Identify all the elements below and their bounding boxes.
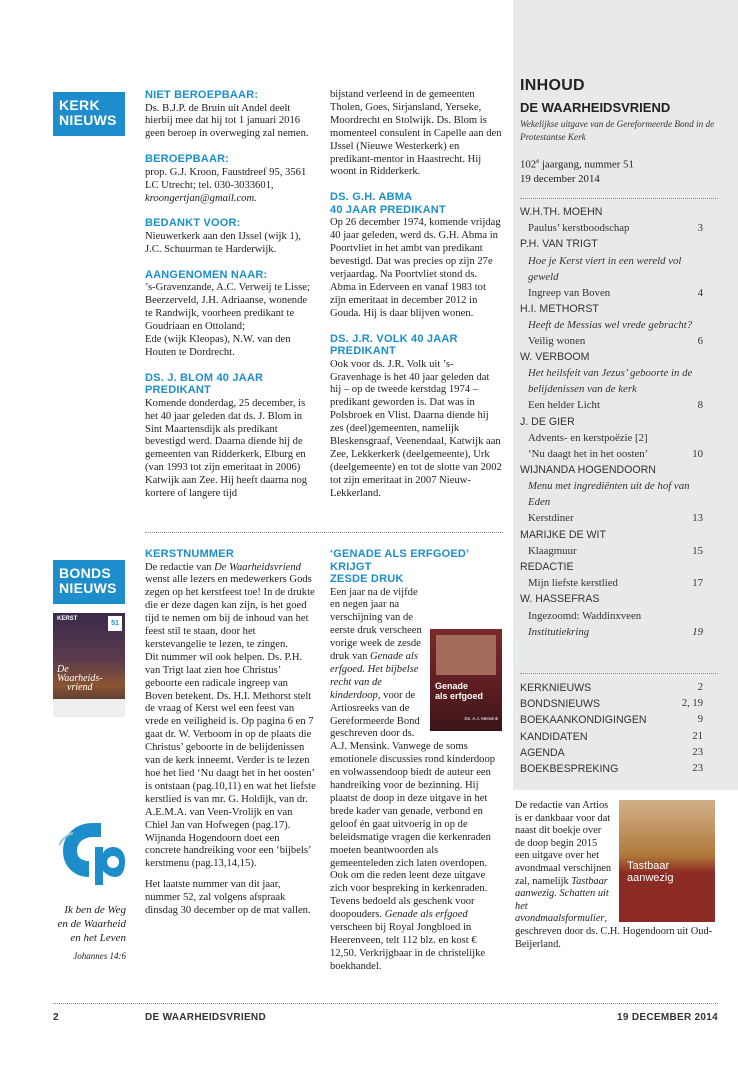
inhoud-divider-2 (520, 673, 718, 674)
text-kerstnummer-1a: De redactie van (145, 561, 215, 573)
bonds-nieuws-text: BONDS NIEUWS (59, 565, 117, 596)
toc-text: W. HASSEFRAS (520, 593, 600, 606)
text-aangenomen-2: Beerzerveld, J.H. Adriaanse, wonende te Randwijk, voorheen predikant te Goudriaan en Ottoland; (145, 295, 308, 332)
inhoud-title: INHOUD (520, 77, 585, 94)
toc-author (520, 204, 703, 220)
toc-author (520, 462, 703, 478)
toc-item (520, 543, 703, 559)
toc-item (520, 624, 703, 640)
toc-author (520, 236, 703, 252)
text-aangenomen-3: Ede (wijk Kleopas), N.W. van den Houten te Dordrecht. (145, 333, 291, 358)
section-index-page: 2 (697, 682, 703, 693)
book-cover-tastbaar (619, 800, 715, 922)
section-index-page: 23 (692, 763, 703, 775)
motto-line-3: en het Leven (70, 932, 126, 944)
toc-item (520, 608, 703, 624)
toc-text: J. DE GIER (520, 415, 575, 428)
book-cover-genade (430, 629, 502, 731)
cover-title-1: De (57, 664, 69, 675)
kerknieuws-column-2 (330, 89, 502, 501)
section-index-item (520, 712, 703, 728)
toc-item (520, 317, 703, 333)
heading-ds-blom: DS. J. BLOM 40 JAAR PREDIKANT (145, 371, 264, 397)
footer-date: 19 DECEMBER 2014 (617, 1012, 718, 1023)
toc-item (520, 478, 703, 510)
toc-item (520, 333, 703, 349)
motto-line-1: Ik ben de Weg (64, 904, 126, 916)
inhoud-description: Wekelijkse uitgave van de Gereformeerde Bond in de Protestantse Kerk (520, 119, 715, 142)
cover-title (57, 665, 123, 692)
text-genade-1-italic: Genade als erfgoed. Het bijbelse recht van de kinderdoop (330, 651, 419, 701)
book-cover-genade-author: Ds. A.J. Mensink (464, 715, 498, 721)
toc-item (520, 253, 703, 285)
section-index-item (520, 761, 703, 777)
cover-bottom-strip (53, 699, 125, 717)
toc-text: Een helder Licht (528, 399, 600, 412)
table-of-contents (520, 204, 703, 640)
text-genade-1b: , voor de Artiosreeks van de Gereformeerde Bond geschreven door ds. A.J. Mensink. Vanwege de soms emotionele discussies rond kinderdoop en volwassendoop biedt de auteur een handreiking voor de bezinning. Hij plaatst de doop in deze uitgave in het brede kader van genade, verbond en geloof én gaat uitvoerig in op de beleidsmatige vragen die kerkenraden moeten beantwoorden als gemeenteleden zich laten overdopen. Ook om die reden leent deze uitgave zich voor bespreking in kerkenraden. Tevens bedoeld als geschenk voor doopouders. (330, 689, 496, 921)
toc-author (520, 527, 703, 543)
text-genade-1-italic-2: Genade als erfgoed (384, 909, 468, 921)
thanks-b: , geschreven door ds. C.H. Hogendoorn uit Oud-Beijerland. (515, 913, 713, 950)
toc-text: ‘Nu daagt het in het oosten’ (528, 448, 649, 461)
gereformeerde-bond-logo (55, 815, 127, 895)
toc-item (520, 285, 703, 301)
toc-page-number: 13 (692, 512, 703, 525)
magazine-cover-image (53, 613, 125, 717)
toc-text: Kerstdiner (528, 512, 574, 525)
toc-page-number: 15 (692, 544, 703, 557)
toc-text: Advents- en kerstpoëzie [2] (528, 431, 648, 444)
toc-text: Veilig wonen (528, 335, 586, 348)
section-index-page: 9 (697, 714, 703, 726)
toc-text: Hoe je Kerst viert in een wereld vol geweld (528, 254, 682, 283)
bondsnieuws-column-1 (145, 548, 317, 918)
section-index-item (520, 680, 703, 696)
toc-text: WIJNANDA HOGENDOORN (520, 464, 656, 477)
heading-ds-volk: DS. J.R. VOLK 40 JAAR PREDIKANT (330, 332, 458, 358)
section-index-text: BOEKAANKONDIGINGEN (520, 714, 647, 727)
inhoud-issue (520, 154, 725, 187)
toc-text: Menu met ingrediënten uit de hof van Eden (528, 480, 690, 509)
section-index-text: KANDIDATEN (520, 730, 588, 743)
text-ds-volk: Ook voor ds. J.R. Volk uit ’s-Gravenhage is het 40 jaar geleden dat hij – op de tweede kerstdag 1974 – predikant geworden is. Dat was in Polsbroek en Vlist. Daarna diende hij zes (deel)gemeenten, namelijk Bleskensgraaf, Veenendaal, Katwijk aan Zee, Lekkerkerk (deelgemeente), Urk (deelgemeente) en tot de slotte van 2002 tot zijn emeritaat in 2007 Nieuw-Lekkerland. (330, 358, 502, 499)
toc-text: REDACTIE (520, 561, 574, 574)
toc-page-number: 17 (692, 577, 703, 590)
toc-text: Ingreep van Boven (528, 286, 611, 299)
toc-text: Mijn liefste kerstlied (528, 577, 618, 590)
motto (30, 903, 126, 963)
kerk-nieuws-label (53, 92, 125, 136)
heading-bedankt-voor: BEDANKT VOOR: (145, 217, 241, 230)
toc-item (520, 510, 703, 526)
toc-author (520, 414, 703, 430)
text-niet-beroepbaar: Ds. B.J.P. de Bruin uit Andel deelt hierbij mee dat hij tot 1 januari 2016 geen beroep in overweging zal nemen. (145, 102, 309, 140)
toc-author (520, 301, 703, 317)
toc-text: Ingezoomd: Waddinxveen (528, 609, 642, 622)
heading-niet-beroepbaar: NIET BEROEPBAAR: (145, 89, 259, 101)
issue-sup: e (536, 157, 540, 165)
toc-page-number: 10 (692, 448, 703, 461)
section-divider (145, 532, 503, 533)
inhoud-issue-line-1 (520, 154, 725, 172)
issue-number: 102 (520, 158, 537, 171)
heading-kerstnummer: KERSTNUMMER (145, 548, 234, 560)
text-ds-blom-continued: bijstand verleend in de gemeenten Tholen, Goes, Sirjansland, Yerseke, Moordrecht en Stolwijk. Ds. Blom is momenteel consulent in Capelle aan den IJssel (Nieuwe Westerkerk) en predikant-mentor in Haastrecht. Hij woont in Ridderkerk. (330, 89, 502, 178)
toc-page-number: 4 (697, 286, 703, 299)
text-kerstnummer-1-italic: De Waarheidsvriend (214, 561, 301, 573)
section-index-page: 21 (692, 730, 703, 742)
kerk-nieuws-text: KERK NIEUWS (59, 97, 117, 128)
toc-text: Paulus’ kerstboodschap (528, 222, 630, 235)
book-cover-tastbaar-title (627, 860, 673, 884)
text-aangenomen-1: ’s-Gravenzande, A.C. Verweij te Lisse; (145, 282, 310, 294)
book-cover-genade-title-1: Genade (435, 680, 469, 691)
inhoud-issue-date: 19 december 2014 (520, 173, 600, 186)
bonds-nieuws-label (53, 560, 125, 604)
text-beroepbaar-email: kroongertjan@gmail.com. (145, 192, 257, 204)
artios-thanks (515, 800, 715, 951)
section-index-text: AGENDA (520, 746, 565, 759)
section-index-item (520, 696, 703, 712)
text-ds-abma: Op 26 december 1974, komende vrijdag 40 jaar geleden, werd ds. G.H. Abma in Poortvliet in het ambt van predikant bevestigd. Dat was precies op zijn 27e verjaardag. Na Poortvliet stond ds. Abma in Ederveen en vanaf 1983 tot zijn emeritaat in december 2012 in Gouda. Hij is daar blijven wonen. (330, 217, 501, 319)
book-cover-genade-title (435, 681, 499, 701)
cover-title-3: vriend (67, 682, 93, 693)
kerknieuws-column-1 (145, 89, 317, 501)
toc-author (520, 349, 703, 365)
thanks-a: De redactie van Artios is er dankbaar voor dat naast dit boekje over de doop begin 2015 een uitgave over het avondmaal verschijnen zal, namelijk (515, 800, 612, 887)
section-index-page: 2, 19 (681, 698, 703, 710)
text-ds-blom: Komende donderdag, 25 december, is het 40 jaar geleden dat ds. J. Blom in Sint Maartensdijk als predikant bevestigd werd. Daarna diende hij de gemeenten van Ridderkerk, Elburg en (van 1993 tot zijn emeritaat in 2006) Katwijk aan Zee. Hij heeft daarna nog kortere of langere tijd (145, 397, 308, 500)
text-beroepbaar: prop. G.J. Kroon, Faustdreef 95, 3561 LC Utrecht; tel. 030-3033601, (145, 166, 307, 191)
section-index-text: BONDSNIEUWS (520, 698, 601, 711)
section-index-item (520, 745, 703, 761)
heading-genade-als-erfgoed: ‘GENADE ALS ERFGOED’ KRIJGT ZESDE DRUK (330, 548, 469, 585)
text-kerstnummer-1b: wenst alle lezers en medewerkers Gods zegen op het kerstfeest toe! In de drukte die er deze dagen kan zijn, is het goed tijd te nemen om bij de inhoud van het feest stil te staan, door het kerstevangelie te lezen, te zingen. (145, 574, 315, 650)
motto-reference: Johannes 14:6 (73, 951, 126, 961)
section-index-text: KERKNIEUWS (520, 682, 592, 694)
heading-beroepbaar: BEROEPBAAR: (145, 153, 230, 166)
inhoud-divider-1 (520, 198, 718, 199)
section-index-page: 23 (692, 746, 703, 758)
book-cover-genade-photo (436, 635, 496, 675)
toc-text: W.H.TH. MOEHN (520, 206, 603, 218)
toc-item (520, 430, 703, 446)
toc-item (520, 575, 703, 591)
toc-text: MARIJKE DE WIT (520, 528, 606, 541)
text-bedankt-voor: Nieuwerkerk aan den IJssel (wijk 1), J.C. Schuurman te Harderwijk. (145, 230, 301, 255)
inhoud-magazine-name: DE WAARHEIDSVRIEND (520, 100, 671, 115)
heading-ds-abma: DS. G.H. ABMA 40 JAAR PREDIKANT (330, 191, 446, 216)
toc-text: Institutiekring (528, 625, 590, 638)
cover-issue-box: 51 (108, 616, 122, 631)
toc-page-number: 8 (697, 399, 703, 412)
text-kerstnummer-3: Het laatste nummer van dit jaar, nummer 52, zal volgens afspraak dinsdag 30 december op de mat vallen. (145, 879, 311, 917)
footer-page-number: 2 (53, 1012, 59, 1023)
text-kerstnummer-2: Dit nummer wil ook helpen. Ds. P.H. van Trigt laat zien hoe Christus’ geboorte een radicale ingreep van Boven betekent. Ds. H.I. Methorst stelt de vraag of Kerst wel een feest van vrede en veiligheid is. Op pagina 6 en 7 gaat dr. W. Verboom in op de plaats die Christus’ geboorte in de belijdenissen van de kerk inneemt. Verder is te lezen hoe het lied ‘Nu daagt het in het oosten’ is ontstaan (pag.10,11) en wat het liefste kerstlied is van mr. G. Holdijk, van dr. A.E.M.A. van Veen-Vrolijk en van Chiel Jan van Hofwegen (pag.17). Wijnanda Hogendoorn doet een concrete handreiking voor een ‘bijbels’ kerstmenu (pag.13,14,15). (145, 651, 316, 870)
toc-author (520, 559, 703, 575)
text-genade-1a: Een jaar na de vijfde en negen jaar na verschijning van de eerste druk verscheen vorige week de zesde druk van (330, 586, 422, 663)
toc-text: Het heilsfeit van Jezus’ geboorte in de belijdenissen van de kerk (528, 367, 693, 396)
toc-page-number: 19 (692, 625, 703, 638)
toc-page-number: 3 (697, 222, 703, 235)
toc-page-number: 6 (697, 335, 703, 348)
toc-item (520, 446, 703, 462)
section-index (520, 680, 703, 777)
toc-author (520, 591, 703, 607)
issue-text: jaargang, nummer 51 (539, 158, 634, 171)
toc-item (520, 397, 703, 413)
book-cover-tastbaar-title-2: aanwezig (627, 872, 674, 884)
toc-text: H.I. METHORST (520, 302, 599, 315)
cover-kerst-label: KERST (57, 616, 78, 622)
text-kerstnummer-1 (145, 562, 317, 652)
book-cover-genade-title-2: als erfgoed (435, 690, 484, 701)
heading-aangenomen-naar: AANGENOMEN NAAR: (145, 268, 268, 281)
thanks-italic: Tastbaar aanwezig. Schatten uit het avondmaalsformulier (515, 875, 609, 925)
cover-title-2: Waarheids- (57, 673, 103, 684)
toc-text: P.H. VAN TRIGT (520, 238, 598, 251)
toc-item (520, 220, 703, 236)
book-cover-tastbaar-title-1: Tastbaar (627, 860, 670, 872)
bondsnieuws-column-2 (330, 548, 502, 974)
section-index-text: BOEKBESPREKING (520, 763, 619, 776)
footer-magazine-name: DE WAARHEIDSVRIEND (145, 1012, 266, 1023)
toc-text: Klaagmuur (528, 544, 577, 557)
motto-line-2: en de Waarheid (57, 918, 126, 930)
toc-text: Heeft de Messias wel vrede gebracht? (528, 319, 693, 332)
footer-divider (53, 1003, 718, 1004)
text-genade-1c: verscheen bij Royal Jongbloed in Heerenveen, telt 112 blz. en kost € 12,50. Verkrijgbaar in de christelijke boekhandel. (330, 922, 486, 972)
section-index-item (520, 729, 703, 745)
toc-item (520, 365, 703, 397)
toc-text: W. VERBOOM (520, 351, 590, 364)
